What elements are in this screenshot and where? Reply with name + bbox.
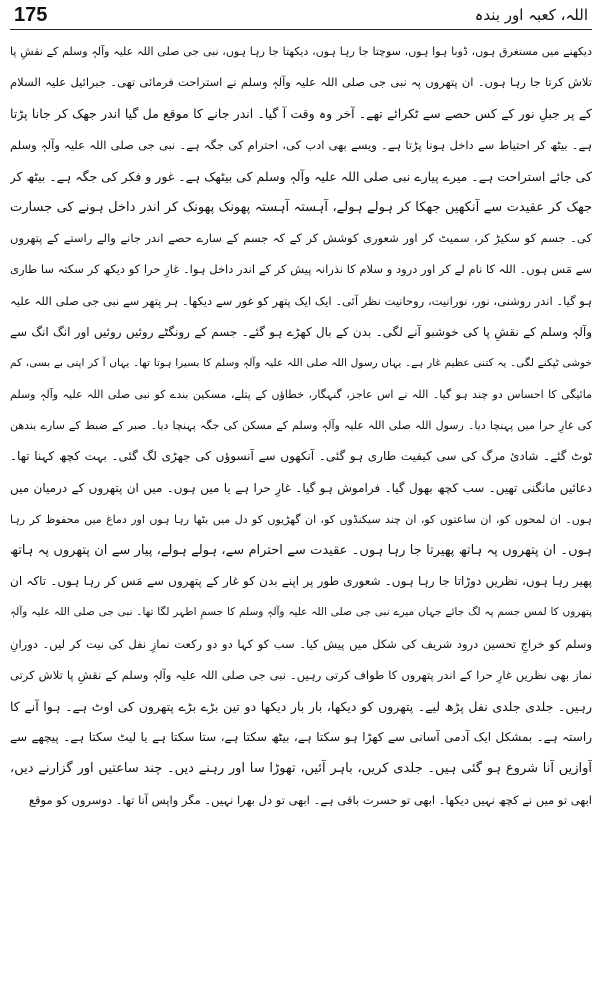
text-line: مائیگی کا احساس دو چند ہو گیا۔ اللہ نے اس عاجز، گنہگار، خطاؤں کے پتلے، مسکین بندے کو نبی صلی اللہ علیہ وآلہٖ وسلم (10, 388, 592, 402)
text-line: ٹوٹ گئے۔ شادیٔ مرگ کی سی کیفیت طاری ہو گئی۔ آنکھوں سے آنسوؤں کی جھڑی لگ گئی۔ بہت کچھ کہنا تھا۔ (10, 449, 592, 464)
text-line: نماز بھی نظریں غارِ حرا کے اندر پتھروں کا طواف کرتی رہیں۔ نبی جی صلی اللہ علیہ وآلہٖ وسلم کے نقشِ پا تلاش کرتی (10, 667, 592, 682)
header-rule (10, 29, 592, 30)
text-line: کی جائے استراحت ہے۔ میرے پیارے نبی صلی اللہ علیہ وآلہٖ وسلم کی بیٹھک ہے۔ غور و فکر کی جگہ ہے۔ بیٹھ کر (10, 168, 592, 184)
text-line: ابھی تو میں نے کچھ نہیں دیکھا۔ ابھی تو حسرت باقی ہے۔ ابھی تو دل بھرا نہیں۔ مگر واپس آنا تھا۔ دوسروں کو موقع (28, 792, 592, 807)
text-line: خوشی ٹپکنے لگی۔ یہ کتنی عظیم غار ہے۔ یہاں رسول اللہ صلی اللہ علیہ وآلہٖ وسلم کا بسیرا ہوتا تھا۔ یہاں آ کر اپنی بے بسی، کم (10, 356, 592, 369)
text-line: تلاش کرتا جا رہا ہوں۔ ان پتھروں پہ نبی جی صلی اللہ علیہ وآلہٖ وسلم نے استراحت فرمائی تھی۔ جبرائیل علیہ السلام (10, 75, 592, 90)
text-line: وآلہٖ وسلم کے نقشِ پا کی خوشبو آنے لگی۔ بدن کے بال کھڑے ہو گئے۔ جسم کے رونگٹے روئیں روئیں اور انگ انگ سے (10, 324, 592, 339)
text-line: ہے۔ بیٹھ کر احتیاط سے داخل ہونا پڑتا ہے۔ ویسے بھی ادب کی، احترام کی جگہ ہے۔ نبی جی صلی اللہ علیہ وآلہٖ وسلم (10, 137, 592, 152)
text-line: پھیر رہا ہوں، نظریں دوڑاتا جا رہا ہوں۔ شعوری طور پر اپنے بدن کو غار کے پتھروں سے مَس کر رہا ہوں۔ تاکہ ان (10, 574, 592, 589)
body-text (10, 36, 592, 816)
text-line: وسلم کو خراجِ تحسین درود شریف کی شکل میں پیش کیا۔ سب کو کہا دو دو رکعت نمازِ نفل کی نیت کر لیں۔ دورانِ (10, 636, 592, 651)
text-line: دیکھنے میں مستغرق ہوں، ڈوبا ہوا ہوں، سوچتا جا رہا ہوں، دیکھتا جا رہا ہوں، نبی جی صلی اللہ علیہ وآلہٖ وسلم کے نقشِ پا (10, 45, 592, 58)
text-line: سے مَس ہوں۔ اللہ کا نام لے کر اور درود و سلام کا نذرانہ پیش کر کے اندر داخل ہوا۔ غارِ حرا کو دیکھ کر سکتہ سا طاری (10, 262, 592, 277)
text-line: رہیں۔ جلدی جلدی نفل پڑھ لیے۔ پتھروں کو دیکھا، بار بار دیکھا دو تین بڑے بڑے پتھروں کی اوٹ ہے۔ ہوا آنے کا (10, 698, 592, 714)
text-line: ہوں۔ ان پتھروں پہ ہاتھ پھیرتا جا رہا ہوں۔ عقیدت سے احترام سے، ہولے ہولے، پیار سے ان پتھروں پہ ہاتھ (10, 543, 592, 558)
running-title: اللہ، کعبہ اور بندہ (474, 6, 588, 24)
text-line: دعائیں مانگنی تھیں۔ سب کچھ بھول گیا۔ فراموش ہو گیا۔ غارِ حرا ہے یا میں ہوں۔ میں ان پتھروں کے درمیان میں (10, 480, 592, 495)
text-line: ہوں۔ ان لمحوں کو، ان ساعتوں کو، ان چند سیکنڈوں کو، ان گھڑیوں کو دل میں بٹھا رہا ہوں اور دماغ میں محفوظ کر رہا (10, 512, 592, 526)
text-line: ہو گیا۔ اندر روشنی، نور، نورانیت، روحانیت نظر آئی۔ ایک ایک پتھر کو غور سے دیکھا۔ ہر پتھر سے نبی جی صلی اللہ علیہ (10, 293, 592, 308)
text-line: جھک کر عقیدت سے آنکھیں جھکا کر ہولے ہولے، آہستہ آہستہ پھونک پھونک کر اندر داخل ہونے کی جسارت (10, 199, 592, 215)
text-line: کی غارِ حرا میں پہنچا دیا۔ رسول اللہ صلی اللہ علیہ وآلہٖ وسلم کے مسکن کی جگہ پہنچا دیا۔ صبر کے ضبط کے سارے بندھن (10, 419, 592, 433)
text-line: پتھروں کا لمس جسم پہ لگ جائے جہاں میرے نبی جی صلی اللہ علیہ وآلہٖ وسلم کا جسمِ اطہر لگا تھا۔ نبی جی صلی اللہ علیہ وآلہٖ (10, 606, 592, 619)
text-line: کی۔ جسم کو سکیڑ کر، سمیٹ کر اور شعوری کوشش کر کے کہ جسم کے سارے حصے اندر جانے والے راستے کے پتھروں (10, 231, 592, 246)
page-header (0, 0, 602, 30)
text-line: آوازیں آنا شروع ہو گئی ہیں۔ جلدی کریں، باہر آئیں، تھوڑا سا اور رہنے دیں۔ چند ساعتیں اور گزارنے دیں، (10, 761, 592, 777)
text-line: راستہ ہے۔ بمشکل ایک آدمی آسانی سے کھڑا ہو سکتا ہے، بیٹھ سکتا ہے، ستا سکتا ہے یا لیٹ سکتا ہے۔ پیچھے سے (10, 730, 592, 745)
text-line: کے پر جبلِ نور کے کس حصے سے ٹکرائے تھے۔ آخر وہ وقت آ گیا۔ اندر جانے کا موقع مل گیا اندر جھک کر جانا پڑتا (10, 106, 592, 122)
page-number: 175 (14, 4, 48, 26)
